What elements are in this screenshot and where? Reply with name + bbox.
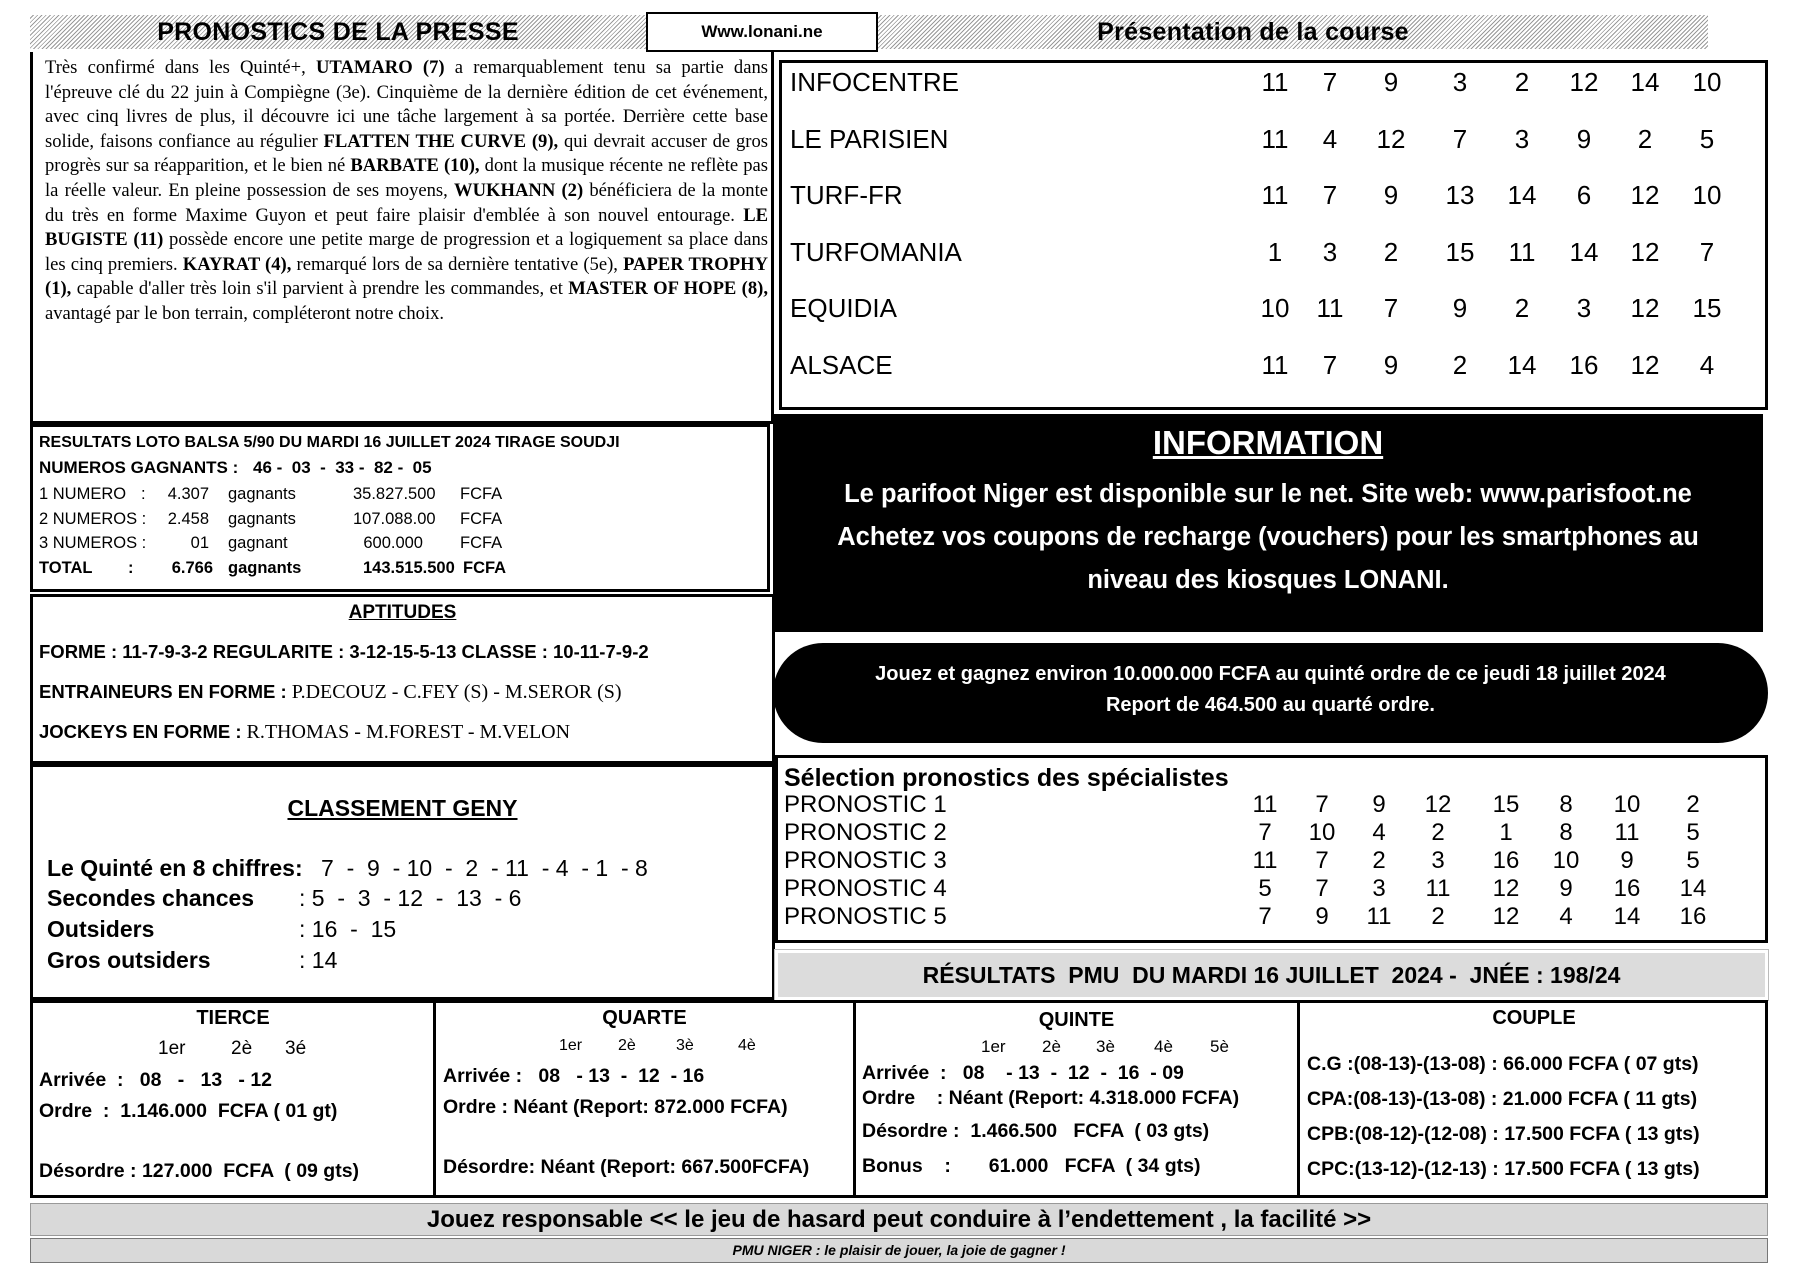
pronostic-row — [778, 847, 1765, 875]
quinte-ordre: Ordre : Néant (Report: 4.318.000 FCFA) — [862, 1087, 1240, 1109]
classement-row: Gros outsiders : 14 — [47, 947, 338, 973]
horse-number: 2 — [1686, 791, 1700, 818]
classement-row: Secondes chances : 5 - 3 - 12 - 13 - 6 — [47, 885, 522, 911]
pronostic-row — [778, 875, 1765, 903]
horse-number: 7 — [1315, 875, 1329, 902]
horse-number: 7 — [1315, 791, 1329, 818]
horse-number: 12 — [1492, 875, 1520, 902]
horse-number: 10 — [1308, 819, 1336, 846]
loto-label: 1 NUMERO — [39, 485, 127, 503]
loto-amount: 107.088.00 — [353, 509, 436, 528]
horse-master: MASTER OF HOPE (8), — [568, 278, 769, 300]
horse-number: 2 — [1452, 349, 1468, 380]
horse-number: 8 — [1559, 819, 1573, 846]
couple-row: CPC:(13-12)-(12-13) : 17.500 FCFA ( 13 gts) — [1307, 1158, 1700, 1180]
horse-number: 11 — [1316, 293, 1344, 323]
horse-number: 5 — [1686, 819, 1700, 846]
couple-section — [1300, 1003, 1768, 1195]
horse-number: 9 — [1452, 293, 1468, 323]
horse-number: 11 — [1614, 819, 1640, 846]
horse-number: 11 — [1261, 123, 1289, 154]
loto-box — [30, 424, 770, 592]
horse-number: 13 — [1445, 180, 1475, 210]
info-title: INFORMATION — [1152, 424, 1384, 461]
loto-total-word: gagnants — [228, 558, 302, 577]
horse-number: 7 — [1322, 349, 1338, 380]
horse-number: 7 — [1322, 180, 1338, 210]
horse-number: 11 — [1261, 349, 1289, 380]
couple-row: CPB:(08-12)-(12-08) : 17.500 FCFA ( 13 gts) — [1307, 1123, 1700, 1145]
loto-title: RESULTATS LOTO BALSA 5/90 DU MARDI 16 JUILLET 2024 TIRAGE SOUDJI — [39, 434, 620, 451]
horse-number: 4 — [1322, 123, 1338, 154]
horse-number: 6 — [1576, 180, 1592, 210]
pronostic-row — [778, 903, 1765, 931]
quarte-ordre: Ordre : Néant (Report: 872.000 FCFA) — [443, 1096, 788, 1118]
horse-number: 9 — [1383, 67, 1399, 97]
pmu-results-bar — [775, 950, 1768, 1000]
loto-amount: 35.827.500 — [353, 485, 436, 503]
tierce-place-1: 1er — [158, 1038, 186, 1059]
loto-numbers-label: NUMEROS GAGNANTS : — [39, 458, 239, 477]
loto-label: 2 NUMEROS : — [39, 509, 147, 528]
horse-utamaro: UTAMARO (7) — [315, 57, 445, 78]
pronostic-row — [778, 819, 1765, 847]
responsable-bar — [30, 1203, 1768, 1236]
quarte-place-1: 1er — [559, 1037, 583, 1054]
horse-number: 16 — [1492, 847, 1520, 874]
loto-currency: FCFA — [460, 509, 503, 528]
horse-number: 15 — [1492, 791, 1520, 818]
couple-row: CPA:(08-13)-(13-08) : 21.000 FCFA ( 11 gts) — [1307, 1088, 1698, 1110]
horse-number: 2 — [1637, 123, 1653, 154]
horse-number: 8 — [1559, 791, 1573, 818]
horse-number: 10 — [1613, 791, 1641, 818]
horse-number: 15 — [1445, 236, 1475, 267]
press-text: Très confirmé dans les Quinté+, UTAMARO (7) a remarquablement tenu sa partie dans l'épreuve clé du 22 juin à Compiègne (3e). Cinquième de la dernière édition de cet événement, avec cinq livres de plus, il découvre ici une tâche largement à sa portée. Derrière cette base solide, faisons confiance au régulier FLATTEN THE CURVE (9), qui devrait accuser de gros progrès sur sa réapparition, et le bien né BARBATE (10), dont la musique récente ne reflète pas la réelle valeur. En pleine possession de ses moyens, WUKHANN (2) bénéficiera de la monte du très en forme Maxime Guyon et peut faire plaisir d'emblée à son nouvel entourage. LE BUGISTE (11) possède encore une petite marge de progression et a logiquement sa place dans les cinq premiers. KAYRAT (4), remarqué lors de sa dernière tentative (5e), PAPER TROPHY (1), capable d'aller très loin s'il parvient à prendre les commandes, et MASTER OF HOPE (8), avantagé par le bon terrain, compléteront notre choix. — [45, 57, 769, 324]
horse-flatten: FLATTEN THE CURVE (9), — [323, 130, 559, 152]
horse-number: 16 — [1679, 903, 1707, 930]
presentation-row — [782, 237, 1765, 277]
horse-number: 10 — [1260, 293, 1290, 323]
loto-sep: : — [141, 485, 146, 503]
loto-count: 4.307 — [167, 485, 209, 503]
horse-number: 2 — [1372, 847, 1386, 874]
loto-total-count: 6.766 — [171, 558, 213, 577]
horse-number: 5 — [1258, 875, 1272, 902]
tierce-title: TIERCE — [196, 1007, 270, 1029]
selection-box — [775, 755, 1768, 943]
loto-total-amount: 143.515.500 — [363, 558, 455, 577]
source-name: TURF-FR — [790, 180, 903, 210]
tierce-section — [33, 1003, 433, 1195]
jackpot-line-1: Jouez et gagnez environ 10.000.000 FCFA au quinté ordre de ce jeudi 18 juillet 2024 — [875, 663, 1666, 685]
tierce-place-3: 3é — [285, 1038, 307, 1059]
horse-number: 14 — [1613, 903, 1641, 930]
quinte-place-4: 4è — [1154, 1037, 1173, 1056]
pmu-results-title: RÉSULTATS PMU DU MARDI 16 JUILLET 2024 - JNÉE : 198/24 — [922, 962, 1621, 988]
couple-row: C.G :(08-13)-(13-08) : 66.000 FCFA ( 07 gts) — [1307, 1053, 1699, 1075]
horse-number: 11 — [1252, 847, 1278, 874]
tierce-ordre: Ordre : 1.146.000 FCFA ( 01 gt) — [39, 1100, 338, 1122]
quinte-place-2: 2è — [1042, 1037, 1061, 1056]
horse-number: 9 — [1372, 791, 1386, 818]
pronostic-name: PRONOSTIC 3 — [784, 847, 947, 874]
aptitudes-title: APTITUDES — [348, 602, 457, 623]
horse-number: 5 — [1686, 847, 1700, 874]
loto-total-sep: : — [128, 558, 134, 577]
horse-number: 11 — [1366, 903, 1392, 930]
horse-number: 1 — [1499, 819, 1513, 846]
info-box — [773, 414, 1763, 632]
info-line-1: Le parifoot Niger est disponible sur le net. Site web: www.parisfoot.ne — [844, 480, 1692, 508]
aptitudes-box — [30, 594, 775, 764]
quarte-place-2: 2è — [618, 1037, 636, 1054]
horse-number: 14 — [1630, 67, 1660, 97]
source-name: TURFOMANIA — [790, 236, 962, 267]
quinte-section — [856, 1003, 1297, 1195]
aptitudes-entraineurs: ENTRAINEURS EN FORME : P.DECOUZ - C.FEY (S) - M.SEROR (S) — [39, 681, 622, 703]
horse-number: 10 — [1552, 847, 1580, 874]
loto-currency: FCFA — [460, 485, 503, 503]
quarte-desordre: Désordre: Néant (Report: 667.500FCFA) — [443, 1156, 810, 1178]
horse-number: 7 — [1315, 847, 1329, 874]
horse-number: 14 — [1679, 875, 1707, 902]
loto-count: 01 — [190, 534, 209, 552]
horse-number: 11 — [1425, 875, 1451, 902]
horse-number: 12 — [1630, 349, 1660, 380]
horse-number: 3 — [1431, 847, 1445, 874]
horse-number: 12 — [1630, 293, 1660, 323]
horse-number: 3 — [1514, 123, 1530, 154]
horse-number: 15 — [1692, 293, 1722, 323]
press-box — [30, 52, 774, 424]
horse-barbate: BARBATE (10), — [350, 155, 480, 177]
slogan-bar — [30, 1238, 1768, 1263]
quinte-arrivee: Arrivée : 08 - 13 - 12 - 16 - 09 — [862, 1062, 1184, 1084]
loto-amount: 600.000 — [363, 534, 423, 552]
loto-count: 2.458 — [167, 509, 209, 528]
loto-word: gagnants — [228, 509, 296, 528]
horse-number: 3 — [1576, 293, 1592, 323]
selection-title: Sélection pronostics des spécialistes — [784, 764, 1229, 792]
presentation-row — [782, 180, 1765, 220]
classement-box — [30, 764, 775, 1000]
site-box[interactable] — [646, 12, 878, 52]
presentation-table — [779, 60, 1768, 410]
horse-number: 11 — [1261, 180, 1289, 210]
horse-number: 11 — [1508, 236, 1536, 267]
source-name: EQUIDIA — [790, 293, 897, 323]
horse-number: 14 — [1507, 349, 1537, 380]
quarte-arrivee: Arrivée : 08 - 13 - 12 - 16 — [443, 1065, 705, 1087]
horse-number: 3 — [1452, 67, 1468, 97]
quarte-section — [436, 1003, 853, 1195]
horse-paper: PAPER TROPHY (1), — [45, 253, 768, 300]
horse-number: 7 — [1699, 236, 1715, 267]
horse-number: 16 — [1569, 349, 1599, 380]
horse-wukhann: WUKHANN (2) — [454, 179, 584, 201]
loto-total-label: TOTAL — [39, 558, 93, 577]
quinte-title: QUINTE — [1038, 1009, 1115, 1031]
horse-number: 1 — [1267, 236, 1283, 267]
horse-kayrat: KAYRAT (4), — [182, 253, 292, 275]
source-name: LE PARISIEN — [790, 123, 949, 154]
horse-number: 12 — [1569, 67, 1599, 97]
horse-number: 4 — [1699, 349, 1715, 380]
presentation-row — [782, 350, 1765, 390]
horse-number: 9 — [1576, 123, 1592, 154]
classement-title: CLASSEMENT GENY — [287, 795, 518, 821]
loto-total-currency: FCFA — [463, 558, 507, 577]
pronostic-name: PRONOSTIC 2 — [784, 819, 947, 846]
horse-number: 12 — [1492, 903, 1520, 930]
horse-number: 7 — [1258, 903, 1272, 930]
site-link[interactable]: Www.lonani.ne — [701, 22, 823, 41]
loto-label: 3 NUMEROS : — [39, 534, 147, 552]
info-line-3: niveau des kiosques LONANI. — [1087, 566, 1449, 594]
horse-number: 12 — [1376, 123, 1406, 154]
horse-number: 9 — [1620, 847, 1634, 874]
presentation-header — [878, 15, 1708, 49]
tierce-desordre: Désordre : 127.000 FCFA ( 09 gts) — [39, 1160, 360, 1182]
pronostic-name: PRONOSTIC 5 — [784, 903, 947, 930]
horse-number: 7 — [1383, 293, 1399, 323]
horse-number: 12 — [1424, 791, 1452, 818]
horse-number: 10 — [1692, 180, 1722, 210]
classement-row: Outsiders : 16 - 15 — [47, 916, 397, 942]
info-line-2: Achetez vos coupons de recharge (vouchers) pour les smartphones au — [837, 523, 1699, 551]
source-name: INFOCENTRE — [790, 67, 959, 97]
horse-number: 9 — [1383, 349, 1399, 380]
responsable-text: Jouez responsable << le jeu de hasard peut conduire à l’endettement , la facilité >> — [426, 1206, 1372, 1233]
horse-number: 7 — [1322, 67, 1338, 97]
horse-number: 9 — [1559, 875, 1573, 902]
horse-number: 5 — [1699, 123, 1715, 154]
quinte-desordre: Désordre : 1.466.500 FCFA ( 03 gts) — [862, 1120, 1210, 1142]
presentation-row — [782, 67, 1765, 107]
horse-number: 14 — [1569, 236, 1599, 267]
horse-number: 16 — [1613, 875, 1641, 902]
classement-row: Le Quinté en 8 chiffres: 7 - 9 - 10 - 2 - 11 - 4 - 1 - 8 — [47, 855, 648, 881]
aptitudes-jockeys: JOCKEYS EN FORME : R.THOMAS - M.FOREST - M.VELON — [39, 721, 571, 743]
horse-number: 10 — [1692, 67, 1722, 97]
loto-word: gagnant — [228, 534, 288, 552]
quinte-place-3: 3è — [1096, 1037, 1115, 1056]
loto-currency: FCFA — [460, 534, 503, 552]
aptitudes-forme: FORME : 11-7-9-3-2 REGULARITE : 3-12-15-5-13 CLASSE : 10-11-7-9-2 — [39, 641, 649, 662]
horse-number: 7 — [1452, 123, 1468, 154]
horse-number: 12 — [1630, 180, 1660, 210]
quarte-place-3: 3è — [676, 1037, 694, 1054]
jackpot-line-2: Report de 464.500 au quarté ordre. — [1105, 694, 1435, 716]
horse-number: 11 — [1261, 67, 1289, 97]
presentation-header-title: Présentation de la course — [1097, 18, 1409, 46]
horse-number: 11 — [1252, 791, 1278, 818]
quinte-place-5: 5è — [1210, 1037, 1229, 1056]
pronostic-name: PRONOSTIC 1 — [784, 791, 947, 818]
quinte-place-1: 1er — [981, 1037, 1006, 1056]
pronostic-row — [778, 791, 1765, 819]
pronostic-name: PRONOSTIC 4 — [784, 875, 947, 902]
presentation-row — [782, 293, 1765, 333]
source-name: ALSACE — [790, 349, 893, 380]
quarte-title: QUARTE — [602, 1007, 687, 1029]
loto-numbers: 46 - 03 - 33 - 82 - 05 — [253, 458, 432, 477]
loto-word: gagnants — [228, 485, 296, 503]
tierce-arrivee: Arrivée : 08 - 13 - 12 — [39, 1069, 273, 1091]
horse-number: 2 — [1514, 67, 1530, 97]
horse-number: 2 — [1383, 236, 1399, 267]
horse-number: 12 — [1630, 236, 1660, 267]
press-header-title: PRONOSTICS DE LA PRESSE — [157, 18, 519, 46]
couple-title: COUPLE — [1492, 1007, 1576, 1029]
horse-number: 3 — [1372, 875, 1386, 902]
presentation-row — [782, 124, 1765, 164]
horse-bugiste: LE BUGISTE (11) — [45, 204, 768, 251]
quinte-bonus: Bonus : 61.000 FCFA ( 34 gts) — [862, 1155, 1201, 1177]
horse-number: 2 — [1431, 819, 1445, 846]
horse-number: 4 — [1372, 819, 1386, 846]
tierce-place-2: 2è — [231, 1038, 253, 1059]
horse-number: 2 — [1431, 903, 1445, 930]
horse-number: 7 — [1258, 819, 1272, 846]
horse-number: 9 — [1383, 180, 1399, 210]
horse-number: 14 — [1507, 180, 1537, 210]
jackpot-banner — [773, 643, 1768, 743]
quarte-place-4: 4è — [738, 1037, 756, 1054]
slogan-text: PMU NIGER : le plaisir de jouer, la joie de gagner ! — [732, 1242, 1066, 1258]
horse-number: 2 — [1514, 293, 1530, 323]
horse-number: 3 — [1322, 236, 1338, 267]
horse-number: 9 — [1315, 903, 1329, 930]
press-header — [30, 15, 646, 49]
horse-number: 4 — [1559, 903, 1573, 930]
